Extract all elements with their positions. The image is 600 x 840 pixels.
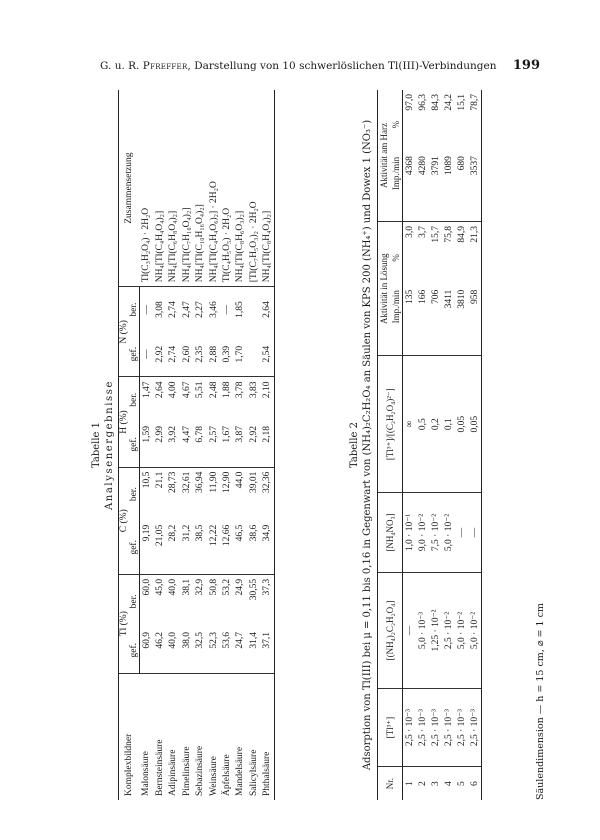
table-row	[194, 90, 207, 800]
cell-name: Pimelinsäure	[181, 746, 192, 796]
table-2-grid	[377, 90, 482, 800]
cell: 34,9	[261, 521, 275, 575]
cell: 15,7	[430, 226, 441, 243]
cell-name: Mandelsäure	[235, 746, 246, 796]
cell	[247, 332, 260, 377]
cell: 2,5 · 10⁻³	[468, 689, 482, 767]
col-composition: Zusammensetzung	[119, 90, 140, 287]
cell: 21,1	[155, 471, 166, 489]
cell-composition: Tl(C₄H₅O₅) · 2H₂O	[220, 90, 233, 287]
cell: 24,9	[235, 578, 246, 596]
cell: 60,0	[141, 578, 152, 596]
table-row	[207, 90, 220, 800]
cell: 2,47	[181, 301, 192, 318]
cell: 11,90	[208, 471, 219, 493]
cell: 12,66	[220, 521, 233, 575]
cell: 2,18	[261, 422, 275, 467]
cell: 0,5	[416, 356, 429, 493]
cell: 3791	[429, 152, 442, 221]
cell: 3,87	[234, 422, 247, 467]
cell: 28,73	[168, 471, 179, 493]
table-row	[180, 90, 193, 800]
cell: —	[455, 493, 468, 573]
cell: 1,85	[235, 301, 246, 318]
cell: 28,2	[167, 521, 180, 575]
cell: 0,05	[468, 356, 482, 493]
cell: 2,48	[208, 381, 219, 399]
cell: 3810	[455, 286, 468, 356]
table-row	[429, 90, 442, 800]
sub-gef: gef.	[129, 422, 140, 467]
cell: 24,7	[234, 628, 247, 673]
cell: 60,9	[140, 628, 154, 673]
running-header	[100, 58, 540, 73]
cell: 24,2	[443, 94, 454, 111]
sub-ber: ber.	[129, 287, 140, 332]
cell-nr: 1	[404, 781, 415, 786]
cell: 2,57	[207, 422, 220, 467]
cell: 4,47	[180, 422, 193, 467]
cell: 10,5	[141, 471, 152, 489]
cell: 0,1	[442, 356, 455, 493]
cell: 45,0	[155, 578, 166, 596]
col-ratio: [Tl³⁺]/[(C₂H₂O₄)²⁻]	[378, 356, 403, 493]
unit-pct: %	[391, 254, 401, 262]
cell-composition: NH₄[Tl(C₈H₆O₃)₂]	[234, 90, 247, 287]
cell: 2,64	[261, 287, 275, 332]
table-1-grid	[118, 90, 275, 800]
sub-ber: ber.	[129, 574, 140, 628]
unit-pct: %	[391, 120, 401, 129]
cell: 12,22	[207, 521, 220, 575]
activity-solution-label: Aktivität in Lösung	[379, 253, 389, 324]
cell: 2,5 · 10⁻³	[416, 689, 429, 767]
cell: 9,0 · 10⁻²	[416, 493, 429, 573]
cell: 3,83	[248, 381, 259, 399]
cell: 84,3	[430, 94, 441, 111]
table-2-caption: Tabelle 2	[349, 421, 360, 469]
cell: 0,05	[455, 356, 468, 493]
cell: 6,78	[194, 422, 207, 467]
cell: 1,88	[222, 381, 233, 399]
col-activity-solution	[378, 222, 403, 356]
col-nr: Nr.	[378, 767, 403, 800]
sub-gef: gef.	[129, 628, 140, 673]
cell: 84,9	[456, 226, 467, 243]
activity-resin-label: Aktivität am Harz	[379, 123, 389, 188]
cell: 5,0 · 10⁻²	[455, 572, 468, 688]
cell: 1,0 · 10⁻¹	[403, 493, 417, 573]
cell-name: Äpfelsäure	[222, 754, 233, 796]
cell: 3,92	[167, 422, 180, 467]
table-row	[140, 90, 154, 800]
sub-gef: gef.	[129, 332, 140, 377]
cell: 21,05	[153, 521, 166, 575]
cell: 12,90	[222, 471, 233, 493]
cell: 53,6	[220, 628, 233, 673]
cell: —	[141, 304, 152, 315]
sub-gef: gef.	[129, 521, 140, 575]
cell: 0,2	[429, 356, 442, 493]
table-row	[220, 90, 233, 800]
cell: 32,9	[195, 578, 206, 596]
cell: ∞	[403, 356, 417, 493]
cell: 36,94	[195, 471, 206, 493]
cell-nr: 3	[430, 781, 441, 786]
cell-composition: NH₄[Tl(C₁₀H₁₆O₄)₂]	[194, 90, 207, 287]
cell: 46,2	[153, 628, 166, 673]
cell: 52,3	[207, 628, 220, 673]
header-title: G. u. R. Pfreffer, Darstellung von 10 schwerlöslichen Tl(III)-Verbindungen	[100, 60, 497, 72]
cell: 3,7	[417, 226, 428, 238]
cell: 958	[468, 286, 482, 356]
col-n: N (%)	[119, 287, 130, 377]
table-row	[234, 90, 247, 800]
cell: 2,74	[167, 332, 180, 377]
table-row	[247, 90, 260, 800]
table-1	[90, 90, 275, 800]
table-row	[416, 90, 429, 800]
sub-ber: ber.	[129, 377, 140, 422]
cell-nr: 6	[468, 767, 482, 800]
cell: —	[222, 304, 233, 315]
table-2-footnote: Säulendimension — h = 15 cm, ⌀ = 1 cm	[535, 603, 546, 800]
cell: 5,51	[195, 381, 206, 399]
cell: 1,47	[141, 381, 152, 399]
cell: 40,0	[167, 628, 180, 673]
cell: 2,92	[153, 332, 166, 377]
cell: 53,2	[222, 578, 233, 596]
cell: —	[403, 572, 417, 688]
col-c: C (%)	[119, 467, 130, 574]
cell: 96,3	[417, 94, 428, 111]
table-2	[348, 90, 482, 800]
cell: 9,19	[140, 521, 154, 575]
cell: 40,0	[168, 578, 179, 596]
cell: 7,5 · 10⁻²	[429, 493, 442, 573]
cell-composition: Tl(C₃H₂O₄) · 2H₂O	[140, 90, 154, 287]
col-tl: [Tl³⁺]	[378, 689, 403, 767]
cell: 38,1	[181, 578, 192, 596]
cell-name: Phthalsäure	[261, 673, 275, 800]
table-1-caption: Tabelle 1	[91, 421, 102, 469]
table-2-subtitle: Adsorption von Tl(III) bei μ = 0,11 bis 0,16 in Gegenwart von (NH₄)₂C₂H₂O₄ an Säulen von KPS 200 (NH₄⁺) und Dowex 1 (NO₃⁻)	[362, 119, 373, 771]
cell: 38,5	[194, 521, 207, 575]
cell: 31,4	[247, 628, 260, 673]
cell: 32,36	[261, 467, 275, 521]
col-nh4no3: [NH₄NO₃]	[378, 493, 403, 573]
cell: —	[468, 493, 482, 573]
table-row	[403, 90, 417, 800]
cell: 15,1	[456, 94, 467, 111]
page-number: 199	[512, 58, 540, 73]
cell: 21,3	[468, 222, 482, 286]
cell: 4368	[403, 152, 417, 221]
cell-nr: 5	[456, 781, 467, 786]
cell: 2,5 · 10⁻³	[403, 689, 417, 767]
cell-composition: NH₄[Tl(C₆H₈O₄)₂]	[167, 90, 180, 287]
cell: 3411	[442, 286, 455, 356]
cell-name: Salicylsäure	[248, 749, 259, 796]
cell: 2,54	[261, 332, 275, 377]
cell: 5,0 · 10⁻³	[416, 572, 429, 688]
cell: 2,74	[168, 301, 179, 318]
cell: 4,67	[181, 381, 192, 399]
cell	[247, 287, 260, 332]
col-oxalate: [(NH₄)₂C₂H₂O₄]	[378, 572, 403, 688]
cell: 32,61	[181, 471, 192, 493]
cell: 1,67	[220, 422, 233, 467]
unit-imp: Imp./min	[391, 156, 401, 191]
table-1-subtitle: Analysenergebnisse	[104, 380, 115, 511]
cell: 75,8	[443, 226, 454, 243]
table-row	[468, 90, 482, 800]
cell: 1,59	[140, 422, 154, 467]
cell: 5,0 · 10⁻²	[468, 572, 482, 688]
cell: 2,5 · 10⁻³	[455, 689, 468, 767]
cell: 3,46	[208, 301, 219, 318]
table-row	[153, 90, 166, 800]
cell: 3,08	[155, 301, 166, 318]
cell: 31,2	[180, 521, 193, 575]
table-row	[261, 90, 275, 800]
cell: 2,64	[155, 381, 166, 399]
cell: 38,6	[247, 521, 260, 575]
cell: —	[140, 332, 154, 377]
cell: 2,60	[180, 332, 193, 377]
cell: 37,1	[261, 628, 275, 673]
rotated-content	[90, 90, 560, 800]
cell: 680	[455, 152, 468, 221]
cell: 1,25 · 10⁻²	[429, 572, 442, 688]
cell: 2,35	[194, 332, 207, 377]
cell-name: Weinsäure	[208, 756, 219, 796]
cell: 0,39	[220, 332, 233, 377]
col-complex: Komplexbildner	[119, 673, 140, 800]
cell: 2,10	[261, 377, 275, 422]
sub-ber: ber.	[129, 467, 140, 521]
col-tl: Tl (%)	[119, 574, 130, 673]
cell: 3537	[468, 152, 482, 221]
cell: 4,00	[168, 381, 179, 399]
table-row	[442, 90, 455, 800]
cell: 32,5	[194, 628, 207, 673]
cell: 5,0 · 10⁻²	[442, 493, 455, 573]
cell: 50,8	[208, 578, 219, 596]
cell: 46,5	[234, 521, 247, 575]
col-activity-resin	[378, 90, 403, 222]
cell-composition: NH₄[Tl(C₇H₁₀O₄)₂]	[180, 90, 193, 287]
cell: 1089	[442, 152, 455, 221]
cell: 706	[429, 286, 442, 356]
cell: 1,70	[234, 332, 247, 377]
cell-composition: NH₄[Tl(C₈H₄O₄)₂]	[261, 90, 275, 287]
cell-nr: 4	[443, 781, 454, 786]
cell: 3,0	[404, 226, 415, 238]
cell-name: Malonsäure	[141, 751, 152, 796]
cell-name: Bernsteinsäure	[155, 739, 166, 796]
cell-name: Adipinsäure	[168, 749, 179, 796]
cell-name: Sebazinsäure	[195, 745, 206, 796]
col-h: H (%)	[119, 377, 130, 467]
cell-nr: 2	[417, 781, 428, 786]
cell-composition: NH₄[Tl(C₄H₄O₆)₂] · 2H₂O	[207, 90, 220, 287]
cell-composition: [Tl(C₇H₅O₃)₂ · 2H₂O	[247, 90, 260, 287]
cell: 2,88	[207, 332, 220, 377]
cell: 2,5 · 10⁻²	[442, 572, 455, 688]
table-row	[167, 90, 180, 800]
cell: 2,99	[153, 422, 166, 467]
cell: 2,92	[247, 422, 260, 467]
cell: 2,27	[195, 301, 206, 318]
cell: 2,5 · 10⁻³	[429, 689, 442, 767]
cell: 38,0	[180, 628, 193, 673]
cell: 30,55	[248, 578, 259, 601]
unit-imp: Imp./min	[391, 290, 401, 324]
cell: 37,3	[261, 574, 275, 628]
cell: 166	[416, 286, 429, 356]
cell: 78,7	[468, 90, 482, 152]
cell: 135	[403, 286, 417, 356]
cell: 44,0	[235, 471, 246, 489]
table-row	[455, 90, 468, 800]
cell: 97,0	[404, 94, 415, 111]
cell: 39,01	[248, 471, 259, 493]
cell: 2,5 · 10⁻³	[442, 689, 455, 767]
cell: 3,78	[235, 381, 246, 399]
cell-composition: NH₄[Tl(C₄H₄O₄)₂]	[153, 90, 166, 287]
cell: 4280	[416, 152, 429, 221]
